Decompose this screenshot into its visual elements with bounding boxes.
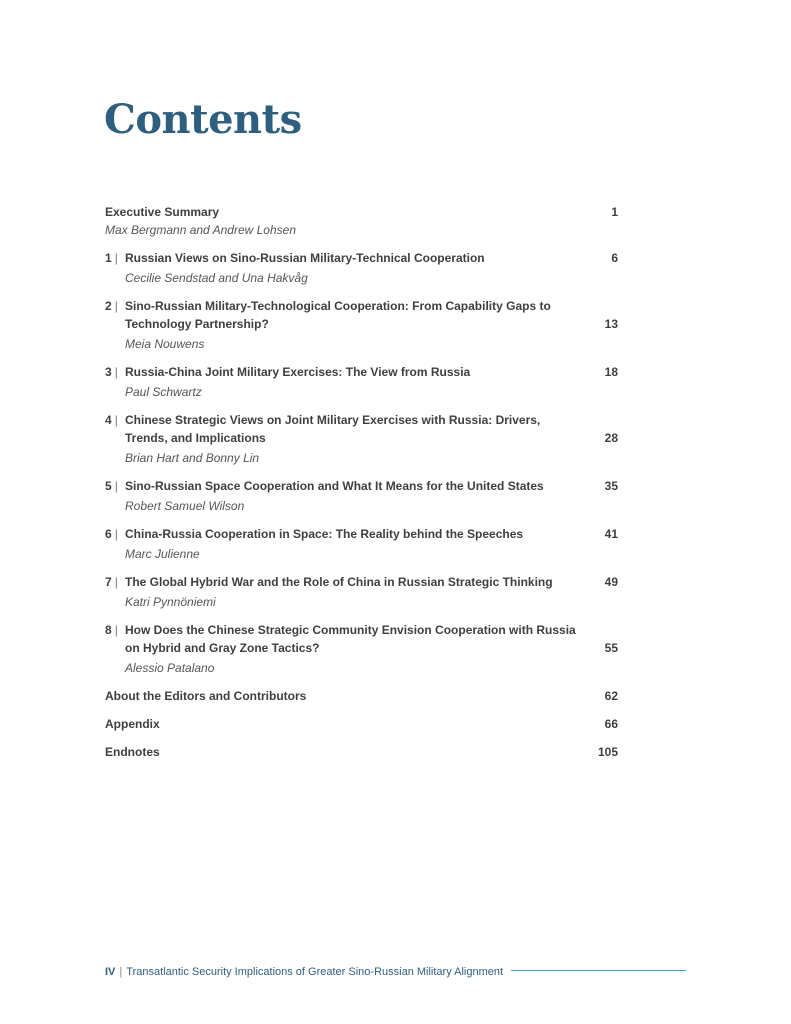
toc-page-number: 49 [604, 575, 618, 589]
chapter-number: 7 | [105, 575, 118, 589]
toc-entry-title: China-Russia Cooperation in Space: The Reality behind the Speeches [125, 527, 524, 541]
page-footer [105, 965, 503, 979]
chapter-separator: | [114, 251, 118, 265]
chapter-number: 3 | [105, 365, 118, 379]
chapter-separator: | [114, 575, 118, 589]
page-title: Contents [104, 96, 302, 143]
toc-entry-appendix[interactable] [105, 715, 618, 733]
toc-page-number: 35 [604, 479, 618, 493]
toc-page-number: 66 [604, 717, 618, 731]
toc-page-number: 13 [604, 317, 618, 331]
footer-rule [511, 970, 686, 971]
toc-entry-chapter-8[interactable] [105, 621, 618, 677]
chapter-number: 6 | [105, 527, 118, 541]
toc-page-number: 105 [597, 745, 618, 759]
toc-entry-chapter-6[interactable] [105, 525, 618, 563]
footer-report-title: Transatlantic Security Implications of Greater Sino-Russian Military Alignment [126, 966, 504, 978]
toc-entry-authors: Cecilie Sendstad and Una Hakvåg [125, 271, 308, 285]
toc-entry-title: Russia-China Joint Military Exercises: The View from Russia [125, 365, 471, 379]
toc-entry-title: Endnotes [105, 745, 160, 759]
toc-entry-authors: Alessio Patalano [125, 661, 215, 675]
footer-page-number: IV [105, 966, 116, 978]
toc-page-number: 28 [604, 431, 618, 445]
table-of-contents [105, 203, 618, 771]
toc-entry-about-contributors[interactable] [105, 687, 618, 705]
toc-entry-authors: Paul Schwartz [125, 385, 202, 399]
toc-entry-authors: Brian Hart and Bonny Lin [125, 451, 260, 465]
toc-page-number: 1 [611, 205, 618, 219]
toc-entry-authors: Katri Pynnöniemi [125, 595, 216, 609]
toc-entry-authors: Marc Julienne [125, 547, 200, 561]
toc-entry-title: Executive Summary [105, 205, 220, 219]
chapter-separator: | [114, 479, 118, 493]
toc-page-number: 6 [611, 251, 618, 265]
toc-entry-chapter-2[interactable] [105, 297, 618, 353]
chapter-separator: | [114, 299, 118, 313]
chapter-number: 4 | [105, 413, 118, 427]
toc-page-number: 18 [604, 365, 618, 379]
toc-page-number: 41 [604, 527, 618, 541]
toc-page-number: 62 [604, 689, 618, 703]
footer-separator: | [119, 966, 123, 978]
chapter-number: 5 | [105, 479, 118, 493]
chapter-number: 8 | [105, 623, 118, 637]
toc-entry-authors: Meia Nouwens [125, 337, 205, 351]
chapter-separator: | [114, 527, 118, 541]
chapter-separator: | [114, 413, 118, 427]
toc-entry-chapter-5[interactable] [105, 477, 618, 515]
toc-entry-title: How Does the Chinese Strategic Community Envision Cooperation with Russia on Hybrid and Gray Zone Tactics? [125, 623, 576, 655]
toc-entry-chapter-3[interactable] [105, 363, 618, 401]
toc-entry-title: Sino-Russian Military-Technological Cooperation: From Capability Gaps to Technology Partnership? [125, 299, 551, 331]
chapter-separator: | [114, 623, 118, 637]
chapter-separator: | [114, 365, 118, 379]
toc-entry-title: The Global Hybrid War and the Role of China in Russian Strategic Thinking [125, 575, 553, 589]
toc-entry-executive-summary[interactable] [105, 203, 618, 239]
chapter-number: 2 | [105, 299, 118, 313]
toc-entry-authors: Robert Samuel Wilson [125, 499, 245, 513]
toc-entry-endnotes[interactable] [105, 743, 618, 761]
toc-page-number: 55 [604, 641, 618, 655]
toc-entry-authors: Max Bergmann and Andrew Lohsen [105, 223, 297, 237]
toc-entry-title: Russian Views on Sino-Russian Military-Technical Cooperation [125, 251, 485, 265]
toc-entry-chapter-7[interactable] [105, 573, 618, 611]
toc-entry-chapter-1[interactable] [105, 249, 618, 287]
toc-entry-title: Chinese Strategic Views on Joint Military Exercises with Russia: Drivers, Trends, and Implications [125, 413, 541, 445]
toc-entry-title: About the Editors and Contributors [105, 689, 307, 703]
toc-entry-chapter-4[interactable] [105, 411, 618, 467]
chapter-number: 1 | [105, 251, 118, 265]
toc-entry-title: Appendix [105, 717, 160, 731]
toc-entry-title: Sino-Russian Space Cooperation and What It Means for the United States [125, 479, 544, 493]
